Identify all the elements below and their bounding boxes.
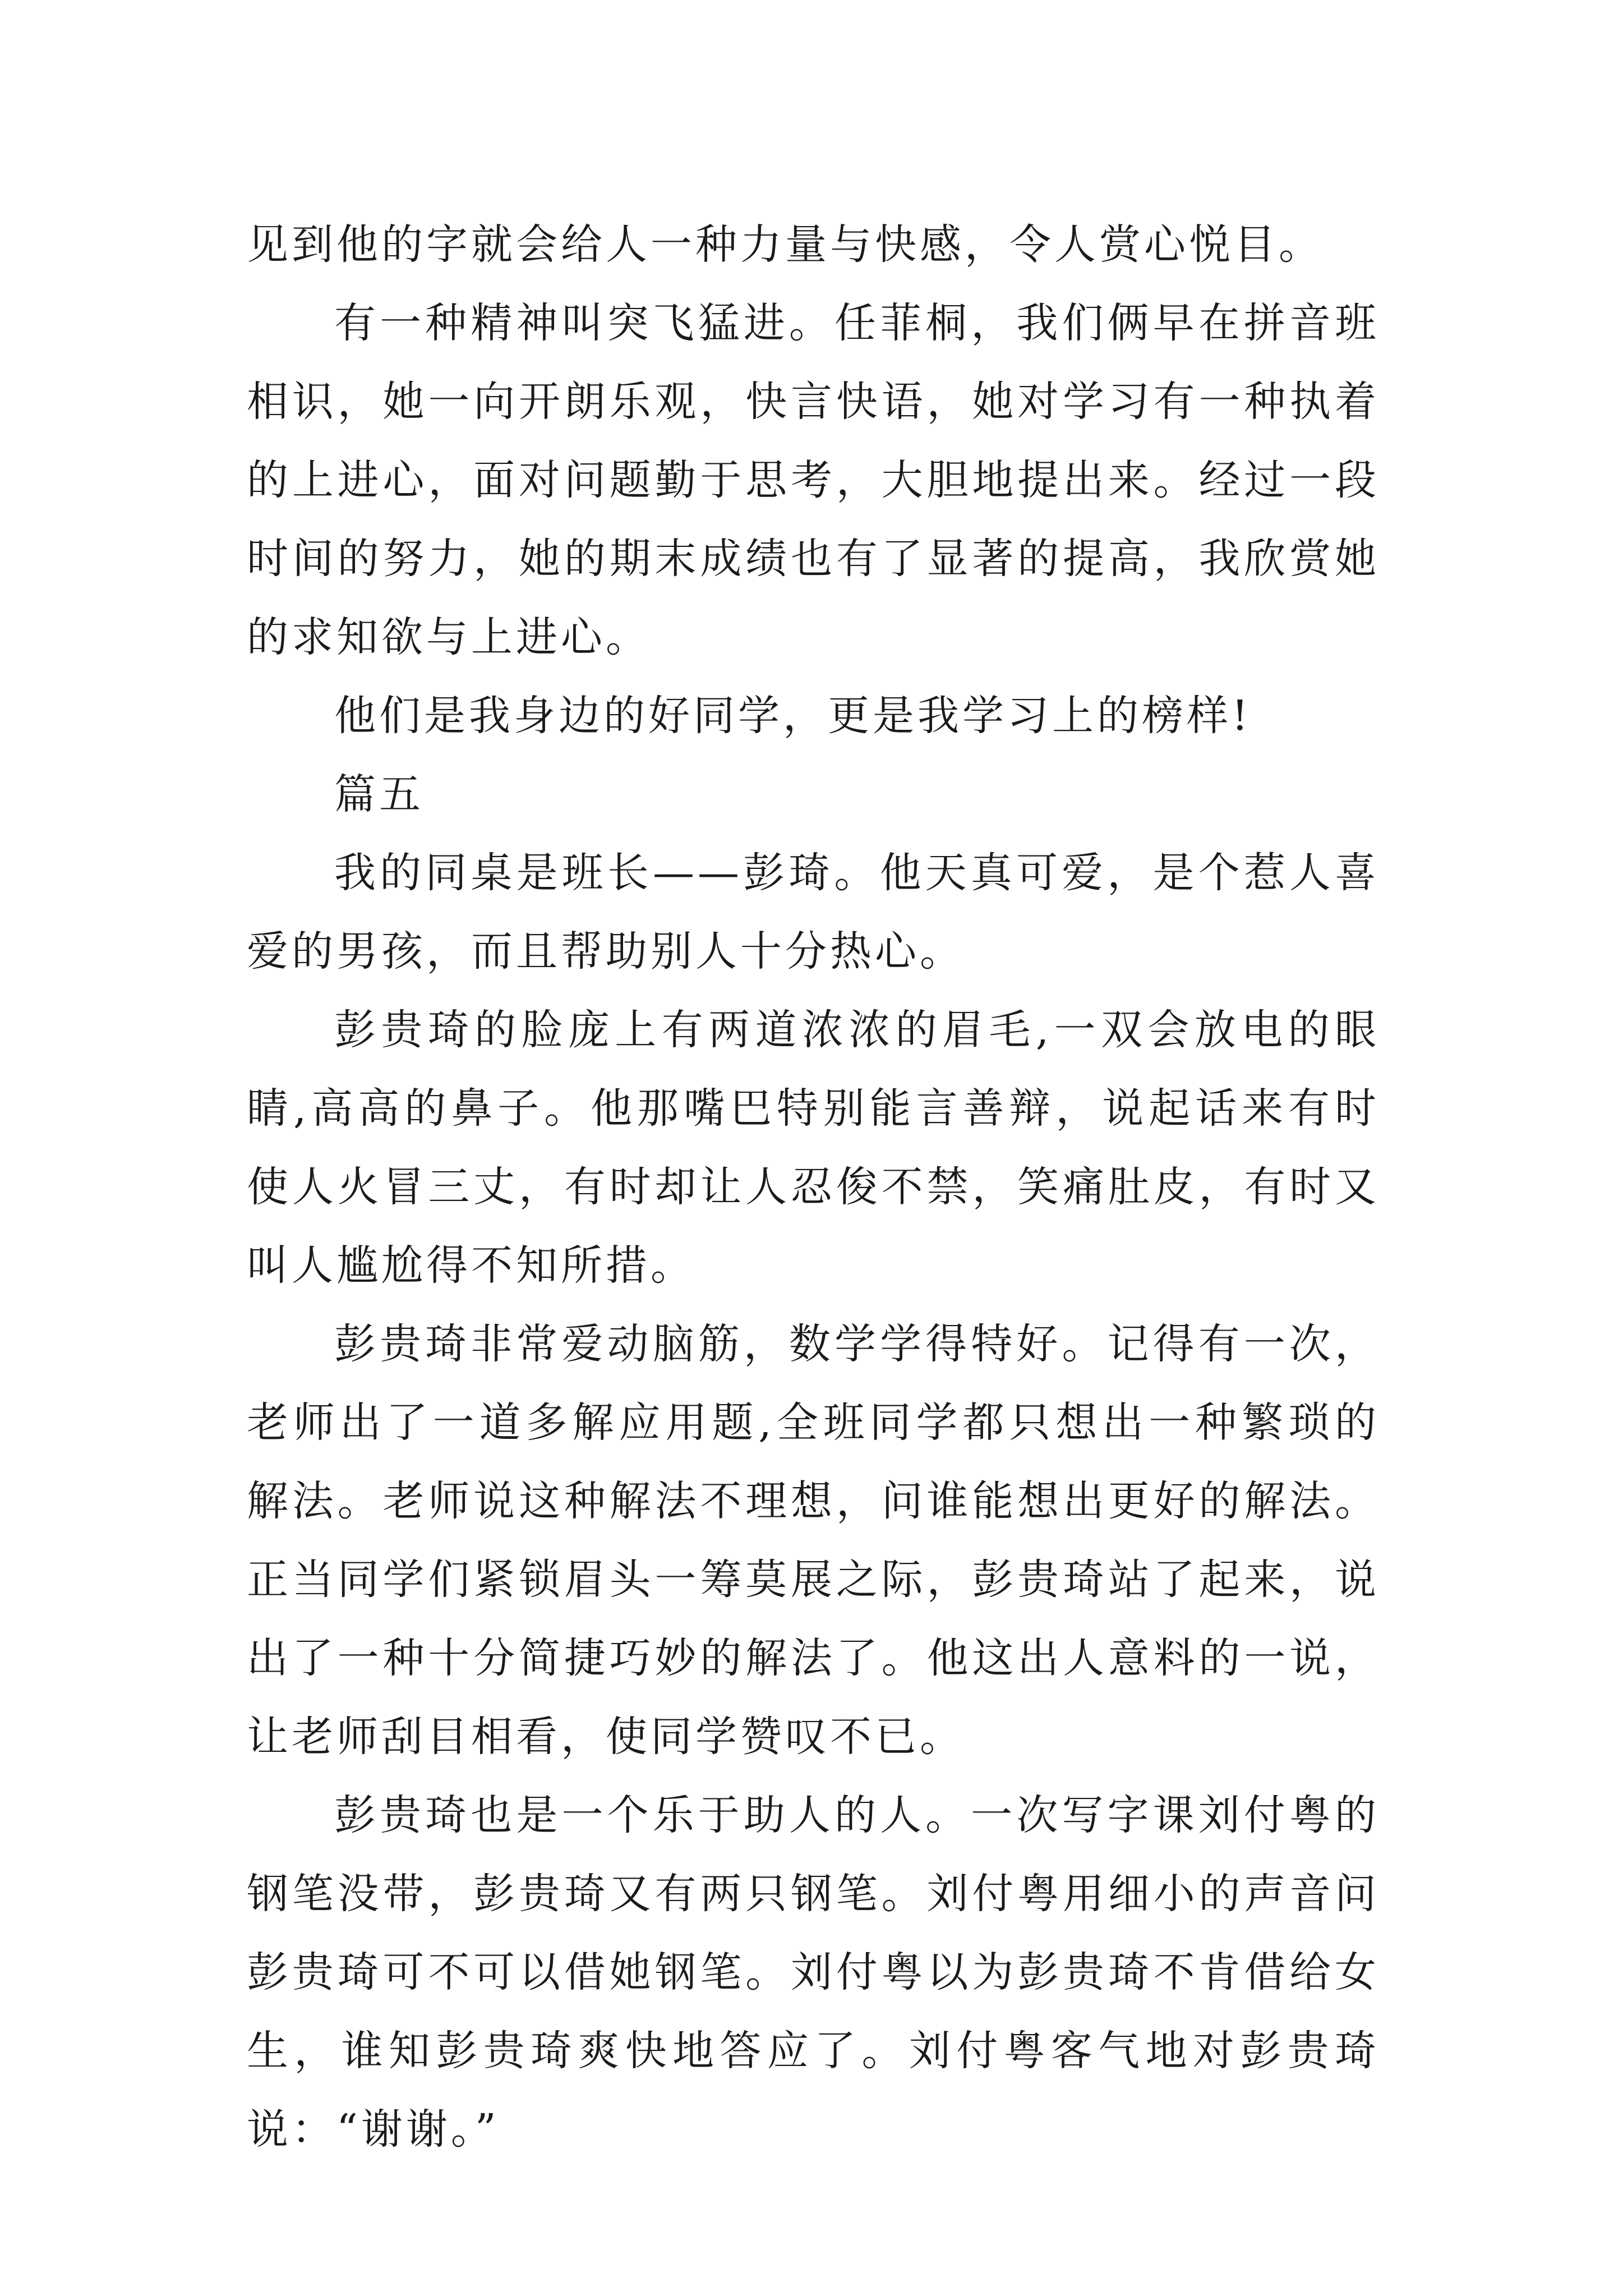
- paragraph-5: 我的同桌是班长——彭琦。他天真可爱，是个惹人喜爱的男孩，而且帮助别人十分热心。: [247, 849, 1380, 976]
- paragraph-7: 彭贵琦非常爱动脑筋，数学学得特好。记得有一次，老师出了一道多解应用题,全班同学都只想出一种繁琐的解法。老师说这种解法不理想，问谁能想出更好的解法。正当同学们紧锁眉头一筹莫展之际，彭贵琦站了起来，说出了一种十分简捷巧妙的解法了。他这出人意料的一说，让老师刮目相看，使同学赞叹不已。: [247, 1320, 1380, 1761]
- paragraph-8: 彭贵琦也是一个乐于助人的人。一次写字课刘付粤的钢笔没带，彭贵琦又有两只钢笔。刘付粤用细小的声音问彭贵琦可不可以借她钢笔。刘付粤以为彭贵琦不肯借给女生，谁知彭贵琦爽快地答应了。刘付粤客气地对彭贵琦说：“谢谢。”: [247, 1791, 1380, 2154]
- paragraph-6: 彭贵琦的脸庞上有两道浓浓的眉毛,一双会放电的眼睛,高高的鼻子。他那嘴巴特别能言善辩，说起话来有时使人火冒三丈，有时却让人忍俊不禁，笑痛肚皮，有时又叫人尴尬得不知所措。: [247, 1006, 1380, 1290]
- paragraph-3: 他们是我身边的好同学，更是我学习上的榜样!: [334, 692, 1252, 740]
- document-body: [247, 205, 1380, 2169]
- paragraph-2: 有一种精神叫突飞猛进。任菲桐，我们俩早在拼音班相识，她一向开朗乐观，快言快语，她对学习有一种执着的上进心，面对问题勤于思考，大胆地提出来。经过一段时间的努力，她的期末成绩也有了显著的提高，我欣赏她的求知欲与上进心。: [247, 299, 1380, 661]
- paragraph-1: 见到他的字就会给人一种力量与快感，令人赏心悦目。: [247, 220, 1324, 269]
- section-heading: 篇五: [334, 770, 424, 818]
